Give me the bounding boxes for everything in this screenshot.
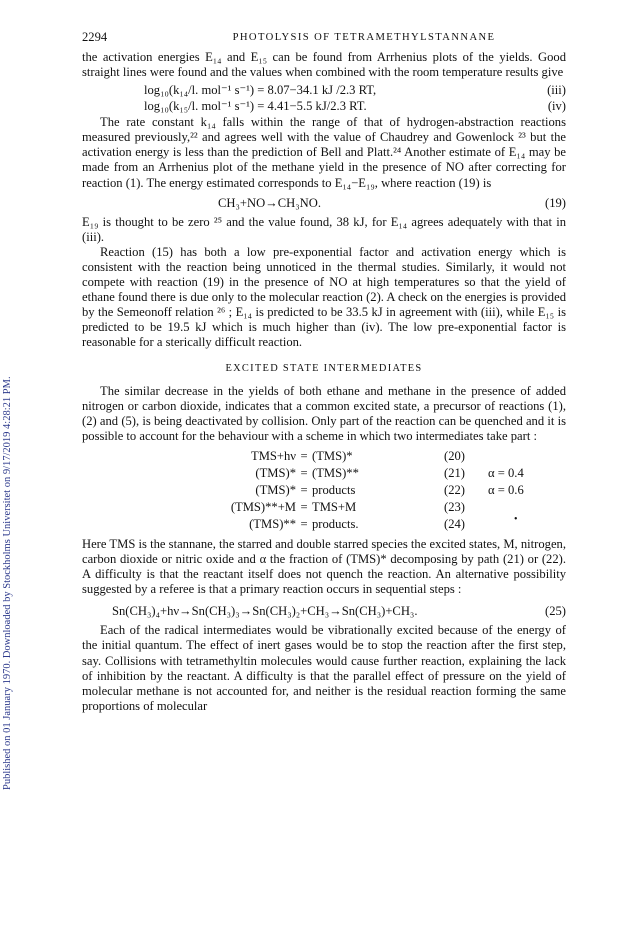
stray-dot-mark: •: [514, 513, 518, 525]
scheme-lhs: (TMS)*: [255, 465, 296, 480]
scheme-alpha: α = 0.6: [488, 482, 524, 497]
equation-expression: log₁₀(k₁₄/l. mol⁻¹ s⁻¹) = 8.07−34.1 kJ /2.3 RT,: [144, 83, 377, 98]
scheme-lhs: (TMS)*: [255, 482, 296, 497]
intro-paragraph: the activation energies E₁₄ and E₁₅ can be found from Arrhenius plots of the yields. Good straight lines were found and the values when combined with the room temperature results give: [82, 50, 566, 80]
reaction-19-block: [82, 195, 566, 211]
page-number: 2294: [82, 30, 108, 44]
scheme-equals: =: [300, 448, 308, 463]
equation-19: [82, 195, 566, 211]
equation-number: (25): [545, 604, 566, 619]
scheme-alpha: [488, 513, 560, 534]
paragraph-rate-constant: The rate constant k₁₄ falls within the range of that of hydrogen-abstraction reactions measured previously,²² and agrees well with the value of Chaudrey and Gowenlock ²³ but the activation energy is less than the prediction of Bell and Platt.²⁴ Another estimate of E₁₄ may be made from an Arrhenius plot of the methane yield in the presence of NO after correcting for reaction (1). The energy estimated corresponds to E₁₄−E₁₉, where reaction (19) is: [82, 115, 566, 190]
equation-number: (iii): [547, 83, 566, 98]
scheme-equals: =: [300, 499, 308, 514]
scheme-lhs: (TMS)**: [249, 516, 296, 531]
scheme-rhs: products.: [312, 516, 359, 531]
paragraph-radical-intermediates: Each of the radical intermediates would be vibrationally excited because of the energy of the initial quantum. The effect of inert gases would be to stop the reaction after the first step, say. Collisions with tetramethyltin molecules would cause further reaction, explaining the lack of inhibition by the reactant. A difficulty is that the parallel effect of pressure on the yield of molecular methane is not accounted for, and neither is the residual reaction forming the same proportions of molecular: [82, 623, 566, 713]
scheme-equals: =: [300, 465, 308, 480]
scheme-number: (24): [444, 516, 465, 531]
equation-iii: [82, 82, 566, 98]
scheme-rhs: (TMS)**: [312, 465, 359, 480]
equation-25: [82, 603, 566, 619]
scheme-equals: =: [300, 482, 308, 497]
scheme-row: [82, 448, 566, 465]
paragraph-similar-decrease: The similar decrease in the yields of both ethane and methane in the presence of added nitrogen or carbon dioxide, indicates that a common excited state, a precursor of reactions (1), (2) and (5), is being deactivated by collision. Only part of the reaction can be quenched and it is possible to account for the behaviour with a scheme in which two intermediates take part :: [82, 383, 566, 443]
equation-number: (19): [545, 195, 566, 210]
scheme-number: (21): [444, 465, 465, 480]
journal-page: [82, 30, 566, 714]
section-heading: EXCITED STATE INTERMEDIATES: [225, 362, 423, 374]
equation-number: (iv): [547, 99, 566, 114]
scheme-number: (22): [444, 482, 465, 497]
scheme-lhs: TMS+hν: [251, 448, 296, 463]
equation-expression: Sn(CH₃)₄+hν→Sn(CH₃)₃→Sn(CH₃)₂+CH₃→Sn(CH₃)+CH₃.: [112, 604, 418, 619]
reaction-25-block: [82, 603, 566, 619]
paragraph-here-tms: Here TMS is the stannane, the starred and double starred species the excited states, M, nitrogen, carbon dioxide or nitric oxide and α the fraction of (TMS)* decomposing by path (21) or (22). A difficulty is that the reactant itself does not quench the reaction. An alternative possibility suggested by a referee is that a primary reaction occurs in sequential steps :: [82, 536, 566, 597]
scheme-number: (23): [444, 499, 465, 514]
equation-expression: log₁₀(k₁₅/l. mol⁻¹ s⁻¹) = 4.41−5.5 kJ/2.3 RT.: [144, 99, 367, 114]
scheme-row: [82, 465, 566, 482]
scheme-row: [82, 482, 566, 499]
scheme-rhs: TMS+M: [312, 499, 357, 514]
scheme-equals: =: [300, 516, 308, 531]
scheme-rhs: products: [312, 482, 356, 497]
running-head: [82, 30, 566, 50]
download-watermark: Published on 01 January 1970. Downloaded by Stockholms Universitet on 9/17/2019 4:28:21 PM.: [2, 376, 13, 790]
running-title: PHOTOLYSIS OF TETRAMETHYLSTANNANE: [232, 32, 496, 43]
paragraph-e19: E₁₉ is thought to be zero ²⁵ and the value found, 38 kJ, for E₁₄ agrees adequately with that in (iii).: [82, 214, 566, 244]
paragraph-reaction-15: Reaction (15) has both a low pre-exponential factor and activation energy which is consistent with the reaction being unnoticed in the thermal studies. Similarly, it would not compete with reaction (19) in the presence of NO at high temperatures so that the yield of ethane found there is due only to the molecular reaction (2). A check on the energies is provided by the Semeonoff relation ²⁶ ; E₁₄ is predicted to be 33.5 kJ in agreement with (iii), while E₁₅ is predicted to be 19.5 kJ which is much higher than (iv). The low pre-exponential factor is reasonable for a sterically difficult reaction.: [82, 244, 566, 350]
reaction-scheme: [82, 448, 566, 533]
equation-iv: [82, 98, 566, 114]
scheme-lhs: (TMS)**+M: [230, 499, 296, 514]
arrhenius-equations: [82, 82, 566, 114]
scheme-row: [82, 499, 566, 516]
scheme-row: [82, 513, 566, 533]
equation-expression: CH₃+NO→CH₃NO.: [218, 195, 321, 210]
scheme-rhs: (TMS)*: [312, 448, 353, 463]
scheme-number: (20): [444, 448, 465, 463]
scheme-alpha: α = 0.4: [488, 465, 524, 480]
